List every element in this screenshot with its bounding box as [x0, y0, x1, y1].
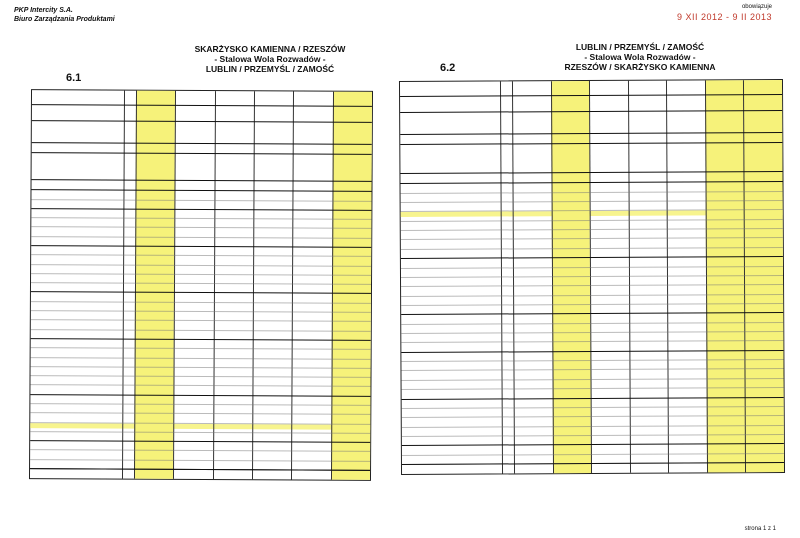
title-line: SKARŻYSKO KAMIENNA / RZESZÓW [194, 44, 346, 54]
timetable-6-2 [399, 79, 785, 475]
timetable-6-1 [29, 89, 373, 481]
column-divider [213, 91, 216, 479]
company-title: PKP Intercity S.A. [14, 7, 73, 14]
header-divider [32, 104, 372, 107]
station-name [402, 174, 499, 175]
column-divider [291, 91, 294, 479]
row-divider [30, 412, 370, 415]
row-divider [31, 357, 371, 360]
table-1-title [150, 44, 390, 74]
column-divider [628, 81, 631, 473]
section-number-6-1: 6.1 [66, 72, 82, 84]
row-divider [31, 217, 371, 220]
row-divider [31, 310, 371, 313]
column-divider [666, 81, 669, 473]
column-divider [500, 81, 503, 473]
highlight-column [551, 81, 592, 473]
row-divider [31, 254, 371, 257]
row-divider [31, 264, 371, 267]
title-line: RZESZÓW / SKARŻYSKO KAMIENNA [564, 62, 716, 72]
highlight-column [134, 91, 175, 479]
header-divider [32, 142, 372, 145]
title-line: - Stalowa Wola Rozwadów - [214, 54, 326, 64]
row-divider [31, 329, 371, 332]
row-divider [30, 440, 370, 443]
row-divider [31, 338, 371, 341]
row-divider [31, 347, 371, 350]
row-divider [30, 394, 370, 397]
row-divider [31, 199, 371, 202]
title-line: LUBLIN / PRZEMYŚL / ZAMOŚĆ [205, 64, 335, 74]
obowiazuje-label: obowiązuje [741, 4, 772, 10]
header-label [402, 136, 498, 137]
row-divider [31, 245, 371, 248]
office-title: Biuro Zarządzania Produktami [14, 16, 115, 23]
header-label [402, 102, 498, 103]
column-divider [512, 81, 515, 473]
highlight-column [743, 80, 784, 472]
row-divider [30, 450, 370, 453]
header-label [402, 83, 498, 84]
title-line: - Stalowa Wola Rozwadów - [584, 52, 696, 62]
row-divider [31, 273, 371, 276]
row-divider [31, 366, 371, 369]
page-footer: strona 1 z 1 [744, 526, 776, 532]
row-divider [31, 319, 371, 322]
header-divider [32, 120, 372, 123]
validity-stamp: 9 XII 2012 - 9 II 2013 [676, 12, 772, 22]
row-divider [31, 375, 371, 378]
title-line: LUBLIN / PRZEMYŚL / ZAMOŚĆ [575, 42, 705, 52]
company-name [14, 6, 115, 24]
header-divider [32, 152, 372, 155]
row-divider [31, 227, 371, 230]
row-divider [31, 208, 371, 211]
column-divider [252, 91, 255, 479]
row-divider [30, 403, 370, 406]
row-divider [31, 282, 371, 285]
column-divider [122, 91, 125, 479]
row-divider [31, 301, 371, 304]
row-divider [31, 292, 371, 295]
destination-label [404, 465, 500, 466]
header-label [402, 151, 498, 152]
row-divider [30, 459, 370, 462]
header-label [402, 115, 498, 116]
highlight-column [331, 92, 372, 480]
row-divider [31, 236, 371, 239]
highlight-column [705, 80, 746, 472]
table-2-title [520, 42, 760, 72]
row-divider [30, 384, 370, 387]
row-divider [31, 189, 371, 192]
section-number-6-2: 6.2 [440, 62, 456, 74]
header-divider [32, 179, 372, 182]
row-divider [30, 431, 370, 434]
footer-divider [30, 468, 370, 471]
